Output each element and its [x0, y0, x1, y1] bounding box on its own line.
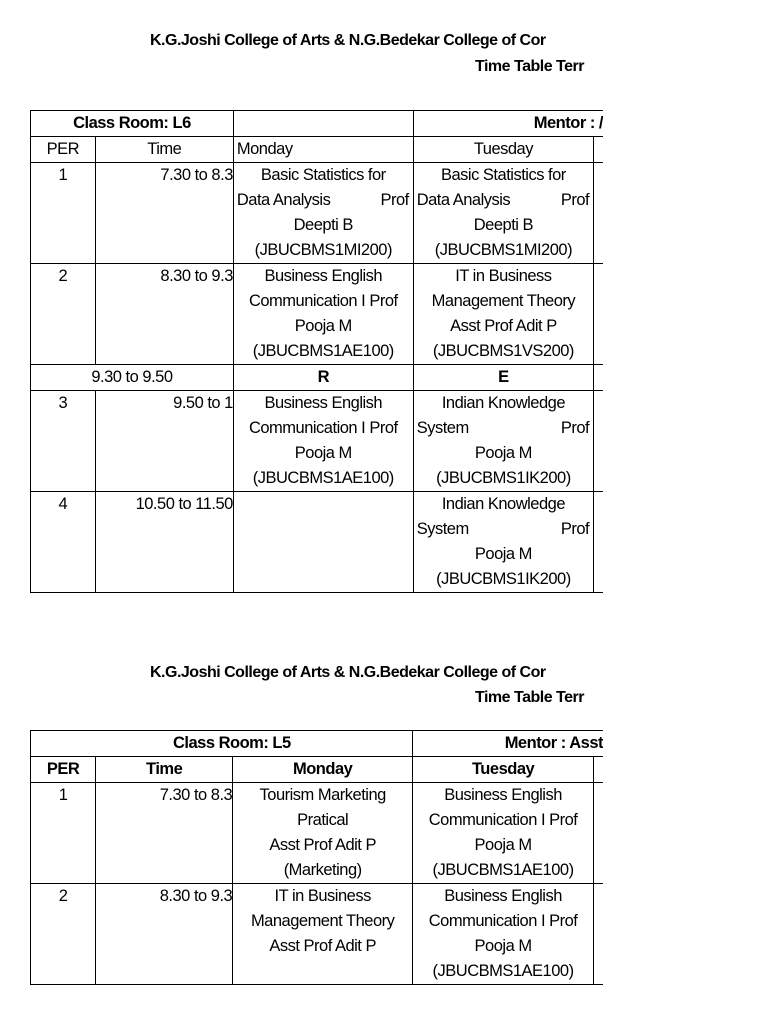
period-number: 4 — [31, 492, 96, 593]
header-row — [31, 757, 604, 783]
table-row — [31, 163, 604, 264]
tuesday-cell — [413, 884, 594, 985]
period-time: 7.30 to 8.3 — [95, 163, 233, 264]
period-time: 7.30 to 8.3 — [96, 783, 233, 884]
subject-line: Pratical — [297, 811, 349, 829]
subject-code: (JBUCBMS1AE100) — [432, 962, 574, 980]
subject-text: System — [416, 520, 469, 538]
college-name-heading: K.G.Joshi College of Arts & N.G.Bedekar College of Cor — [150, 664, 546, 681]
overflow-cell — [594, 492, 603, 593]
tuesday-cell — [413, 163, 593, 264]
subject-line: Business English — [264, 267, 383, 285]
monday-cell — [233, 163, 413, 264]
teacher-name: Deepti B — [293, 216, 353, 234]
subject-line: Business English — [444, 887, 562, 905]
subject-code: (JBUCBMS1MI200) — [434, 241, 573, 259]
subject-line-justified — [414, 188, 593, 213]
per-header: PER — [31, 757, 96, 783]
subject-code: (JBUCBMS1IK200) — [436, 469, 571, 487]
tuesday-header: Tuesday — [413, 137, 593, 163]
subject-line-justified — [414, 517, 593, 542]
timetable-title: Time Table Terr — [475, 689, 584, 706]
overflow-cell — [594, 757, 603, 783]
classroom-label — [31, 731, 413, 757]
period-time: 8.30 to 9.3 — [96, 884, 233, 985]
overflow-cell — [594, 137, 603, 163]
overflow-cell — [594, 163, 603, 264]
prof-text: Prof — [560, 419, 590, 437]
table-row — [31, 492, 604, 593]
subject-line: Communication I Prof — [428, 912, 578, 930]
subject-code: (JBUCBMS1MI200) — [254, 241, 392, 259]
teacher-name: Pooja M — [294, 444, 352, 462]
period-time: 9.50 to 1 — [95, 391, 233, 492]
subject-line: Tourism Marketing — [259, 786, 386, 804]
period-time: 8.30 to 9.3 — [95, 264, 233, 365]
monday-header: Monday — [233, 137, 413, 163]
subject-line: Basic Statistics for — [441, 166, 566, 184]
prof-text: Prof — [560, 520, 590, 538]
blank-cell — [233, 111, 413, 137]
monday-cell — [233, 264, 413, 365]
period-number: 1 — [31, 783, 96, 884]
prof-text: Prof — [560, 191, 590, 209]
subject-text: System — [416, 419, 469, 437]
subject-code: (Marketing) — [283, 861, 362, 879]
subject-line-justified — [414, 416, 593, 441]
overflow-cell — [594, 264, 603, 365]
prof-text: Prof — [380, 191, 409, 209]
subject-line: Business English — [444, 786, 562, 804]
subject-line: Indian Knowledge — [441, 495, 565, 513]
monday-cell — [233, 492, 413, 593]
time-header: Time — [96, 757, 233, 783]
recess-letter: R — [233, 365, 413, 391]
mentor-label: Mentor : Asst — [413, 731, 603, 757]
teacher-name: Pooja M — [474, 937, 532, 955]
period-number: 2 — [31, 264, 96, 365]
classroom-label: Class Room: L6 — [31, 111, 234, 137]
tuesday-cell — [413, 492, 593, 593]
college-name-heading: K.G.Joshi College of Arts & N.G.Bedekar College of Cor — [150, 32, 546, 49]
monday-cell — [233, 884, 413, 985]
table-row — [31, 264, 604, 365]
teacher-name: Asst Prof Adit P — [450, 317, 557, 335]
subject-code: (JBUCBMS1AE100) — [252, 342, 394, 360]
period-time: 10.50 to 11.50 — [95, 492, 233, 593]
timetable-l6 — [30, 110, 603, 593]
timetable-title: Time Table Terr — [475, 58, 584, 75]
subject-code: (JBUCBMS1IK200) — [436, 570, 571, 588]
time-header: Time — [95, 137, 233, 163]
timetable-l5 — [30, 730, 603, 985]
subject-line: IT in Business — [274, 887, 371, 905]
per-header: PER — [31, 137, 96, 163]
subject-line: Indian Knowledge — [441, 394, 565, 412]
teacher-name: Asst Prof Adit P — [269, 937, 376, 955]
subject-line: Business English — [264, 394, 383, 412]
teacher-name: Pooja M — [294, 317, 352, 335]
classroom-row — [31, 731, 604, 757]
tuesday-cell — [413, 391, 593, 492]
tuesday-cell — [413, 783, 594, 884]
subject-code: (JBUCBMS1AE100) — [432, 861, 574, 879]
monday-cell — [233, 783, 413, 884]
subject-line: Communication I Prof — [428, 811, 578, 829]
subject-line: IT in Business — [455, 267, 552, 285]
subject-code: (JBUCBMS1VS200) — [432, 342, 574, 360]
classroom-row — [31, 111, 604, 137]
overflow-cell — [594, 365, 603, 391]
teacher-name: Pooja M — [474, 444, 532, 462]
overflow-cell — [594, 391, 603, 492]
teacher-name: Asst Prof Adit P — [269, 836, 376, 854]
overflow-cell — [594, 884, 603, 985]
subject-line: Communication I Prof — [248, 292, 398, 310]
subject-line-justified — [234, 188, 413, 213]
subject-code: (JBUCBMS1AE100) — [252, 469, 394, 487]
monday-header: Monday — [233, 757, 413, 783]
recess-time: 9.30 to 9.50 — [31, 365, 234, 391]
teacher-name: Pooja M — [474, 545, 532, 563]
recess-letter: E — [413, 365, 593, 391]
mentor-label: Mentor : / — [413, 111, 603, 137]
monday-cell — [233, 391, 413, 492]
subject-line: Communication I Prof — [248, 419, 398, 437]
recess-row — [31, 365, 604, 391]
teacher-name: Pooja M — [474, 836, 532, 854]
tuesday-header: Tuesday — [413, 757, 594, 783]
classroom-text: Class Room: L5 — [173, 734, 291, 752]
teacher-name: Deepti B — [473, 216, 534, 234]
period-number: 1 — [31, 163, 96, 264]
tuesday-cell — [413, 264, 593, 365]
period-number: 3 — [31, 391, 96, 492]
header-row — [31, 137, 604, 163]
table-row — [31, 391, 604, 492]
subject-text: Data Analysis — [416, 191, 511, 209]
subject-line: Management Theory — [431, 292, 576, 310]
overflow-cell — [594, 783, 603, 884]
subject-text: Data Analysis — [236, 191, 331, 209]
table-row — [31, 783, 604, 884]
subject-line: Management Theory — [250, 912, 395, 930]
period-number: 2 — [31, 884, 96, 985]
subject-line: Basic Statistics for — [260, 166, 386, 184]
table-row — [31, 884, 604, 985]
